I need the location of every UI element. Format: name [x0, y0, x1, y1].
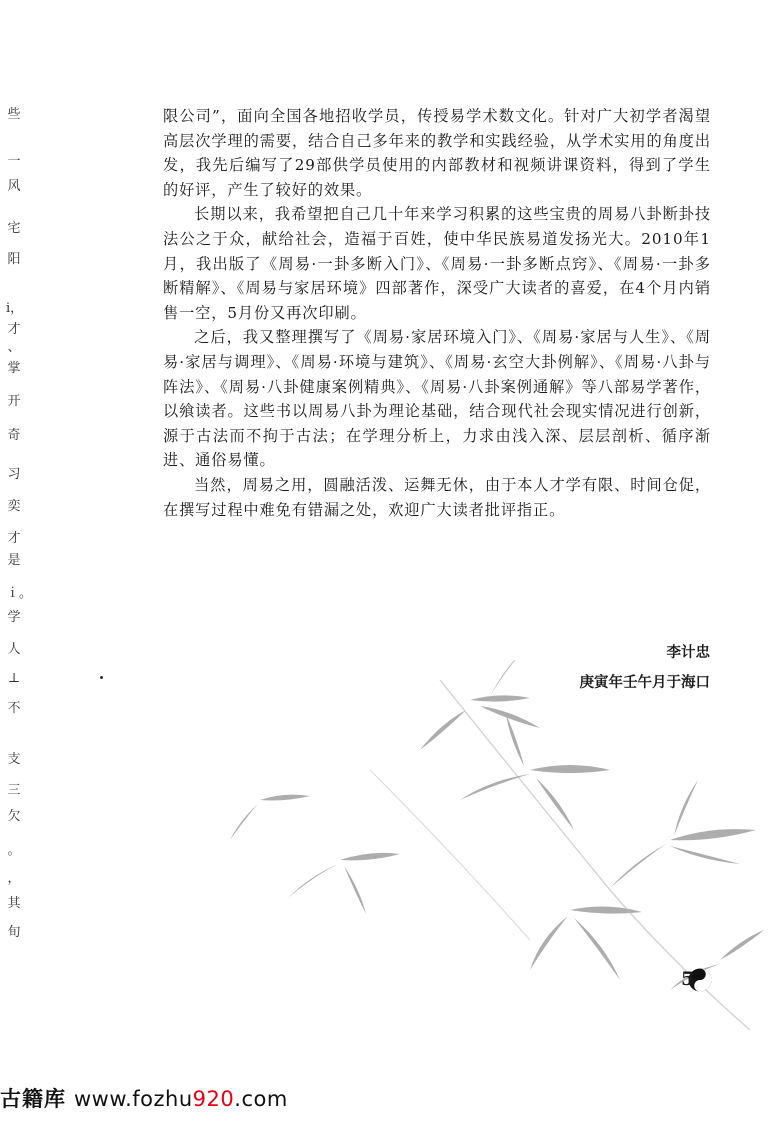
page-number: 5 [681, 968, 695, 990]
margin-char: 奕 [7, 499, 21, 514]
watermark-name: 古籍库 [0, 1087, 66, 1111]
watermark-url [74, 1087, 288, 1111]
margin-char: ， [7, 871, 21, 886]
paragraph: 限公司”，面向全国各地招收学员，传授易学术数文化。针对广大初学者渴望高层次学理的需要，结合自己多年来的教学和实践经验，从学术实用的角度出发，我先后编写了29部供学员使用的内部教材和视频讲课资料，得到了学生的好评，产生了较好的效果。 [163, 107, 711, 199]
watermark-url-prefix: www.fozhu [74, 1087, 193, 1111]
paragraph: 之后，我又整理撰写了《周易·家居环境入门》、《周易·家居与人生》、《周易·家居与调理》、《周易·环境与建筑》、《周易·玄空大卦例解》、《周易·八卦与阵法》、《周易·八卦健康案例精典》、《周易·八卦案例通解》等八部易学著作，以飨读者。这些书以周易八卦为理论基础，结合现代社会现实情况进行创新，源于古法而不拘于古法；在学理分析上，力求由浅入深、层层剖析、循序渐进、通俗易懂。 [163, 328, 711, 470]
margin-char: 不 [7, 701, 21, 716]
margin-char: 掌 [7, 361, 21, 376]
paragraph: 长期以来，我希望把自己几十年来学习积累的这些宝贵的周易八卦断卦技法公之于众，献给社会，造福于百姓，使中华民族易道发扬光大。2010年1月，我出版了《周易·一卦多断入门》、《周易·一卦多断点窍》、《周易·一卦多断精解》、《周易与家居环境》四部著作，深受广大读者的喜爱，在4个月内销售一空，5月份又再次印刷。 [163, 205, 711, 322]
margin-char: 奇 [7, 428, 21, 443]
margin-char: 学 [7, 610, 21, 625]
margin-char: 一 [7, 154, 21, 169]
bamboo-leaf-cluster [230, 795, 310, 840]
bamboo-leaf-cluster [610, 780, 756, 888]
author-name: 李计忠 [666, 644, 710, 661]
margin-char: ｉ。 [6, 586, 33, 601]
margin-char: 阳 [7, 252, 21, 267]
margin-char: 习 [7, 467, 21, 482]
watermark-url-highlight: 920 [192, 1087, 235, 1111]
margin-char: 三 [7, 783, 21, 798]
margin-char: 风 [7, 179, 21, 194]
margin-char: 、 [7, 340, 21, 355]
stray-dot [100, 676, 103, 679]
site-watermark [0, 1080, 300, 1118]
margin-char: 旬 [7, 925, 21, 940]
margin-char: ⊥ [7, 671, 21, 686]
margin-char: 欠 [7, 809, 21, 824]
margin-char: 是 [7, 553, 21, 568]
bamboo-leaf-cluster [420, 660, 540, 750]
margin-char: 。 [7, 843, 21, 858]
margin-char: 人 [7, 642, 21, 657]
watermark-url-suffix: .com [234, 1087, 288, 1111]
margin-char: 宅 [7, 221, 21, 236]
margin-char: 才 [7, 531, 21, 546]
bamboo-leaf-cluster [288, 853, 400, 914]
margin-char: 其 [7, 896, 21, 911]
signature-date: 庚寅年壬午月于海口 [579, 674, 710, 691]
margin-char: i， [6, 301, 24, 316]
bamboo-leaf-cluster [460, 714, 610, 830]
margin-char: 支 [7, 752, 21, 767]
bamboo-leaf-cluster [530, 906, 642, 980]
margin-char: 才 [7, 322, 21, 337]
paragraph: 当然，周易之用，圆融活泼、运舞无休，由于本人才学有限、时间仓促，在撰写过程中难免有错漏之处，欢迎广大读者批评指正。 [163, 475, 711, 519]
body-text [163, 104, 711, 522]
margin-char: 开 [7, 394, 21, 409]
margin-char: 些 [7, 107, 21, 122]
